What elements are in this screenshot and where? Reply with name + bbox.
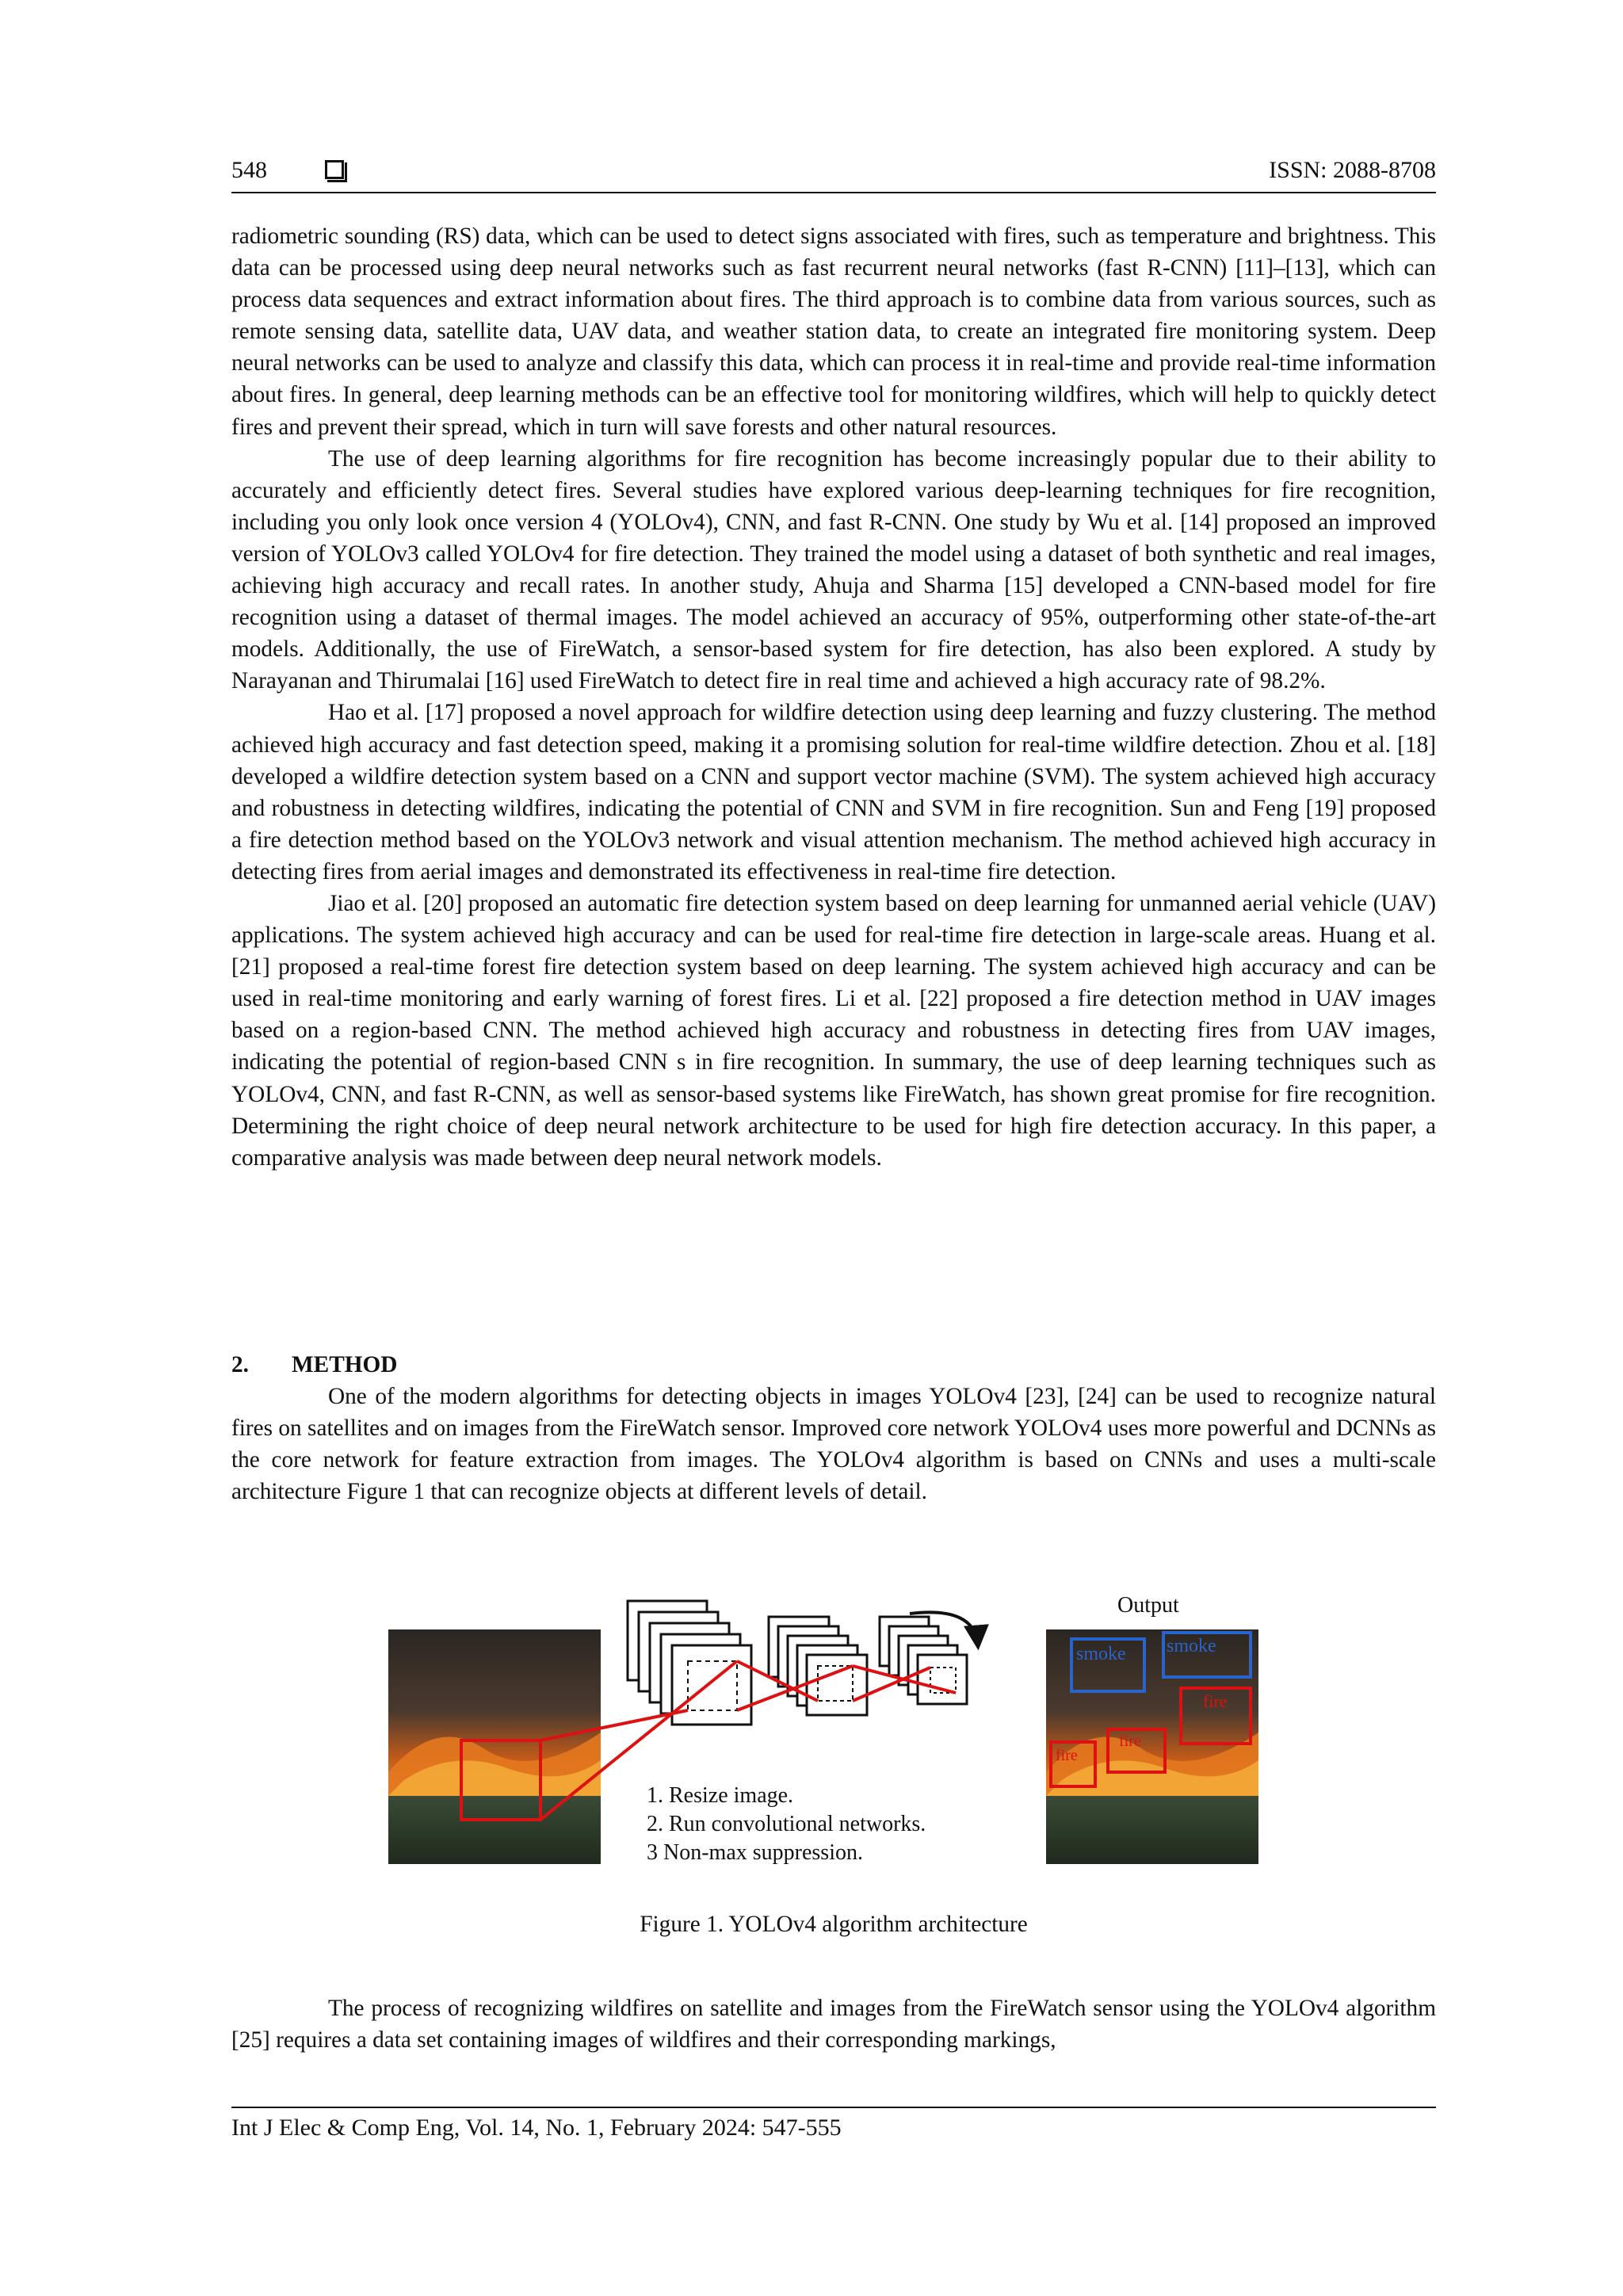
detection-label-smoke: smoke [1167,1636,1216,1656]
paragraph: Jiao et al. [20] proposed an automatic fire detection system based on deep learning for unmanned aerial vehicle (UAV) applications. The system achieved high accuracy and can be used for real-time fire detection in large-scale areas. Huang et al. [21] proposed a real-time forest fire detection system based on deep learning. The system achieved high accuracy and can be used in real-time monitoring and early warning of forest fires. Li et al. [22] proposed a fire detection method in UAV images based on a region-based CNN. The method achieved high accuracy and robustness in detecting fires from UAV images, indicating the potential of region-based CNN s in fire recognition. In summary, the use of deep learning techniques such as YOLOv4, CNN, and fast R-CNN, as well as sensor-based systems like FireWatch, has shown great promise for fire recognition. Determining the right choice of deep neural network architecture to be used for high fire detection accuracy. In this paper, a comparative analysis was made between deep neural network models. [231,890,1436,1171]
pipeline-step: 1. Resize image. [647,1783,794,1808]
issn: ISSN: 2088-8708 [1269,157,1436,183]
detection-label-smoke: smoke [1076,1644,1126,1664]
header-rule [231,192,1436,193]
body-text-method [231,1381,1436,1507]
journal-square-icon [325,160,344,179]
paragraph: Hao et al. [17] proposed a novel approach for wildfire detection using deep learning and fuzzy clustering. The method achieved high accuracy and fast detection speed, making it a promising solution for real-time wildfire detection. Zhou et al. [18] developed a wildfire detection system based on a CNN and support vector machine (SVM). The system achieved high accuracy and robustness in detecting wildfires, indicating the potential of CNN and SVM in fire recognition. Sun and Feng [19] proposed a fire detection method based on the YOLOv3 network and visual attention mechanism. The method achieved high accuracy in detecting fires from aerial images and demonstrated its effectiveness in real-time fire detection. [231,700,1436,884]
detection-label-fire: fire [1119,1733,1141,1750]
detection-label-fire: fire [1203,1691,1228,1711]
section-title: METHOD [292,1352,398,1377]
section-number: 2. [231,1352,249,1377]
input-fire-image [388,1629,601,1864]
page-footer: Int J Elec & Comp Eng, Vol. 14, No. 1, February 2024: 547-555 [231,2115,842,2141]
body-text-top [231,220,1436,1174]
paragraph: The use of deep learning algorithms for fire recognition has become increasingly popular due to their ability to accurately and efficiently detect fires. Several studies have explored various deep-learning techniques for fire recognition, including you only look once version 4 (YOLOv4), CNN, and fast R-CNN. One study by Wu et al. [14] proposed an improved version of YOLOv3 called YOLOv4 for fire detection. They trained the model using a dataset of both synthetic and real images, achieving high accuracy and recall rates. In another study, Ahuja and Sharma [15] developed a CNN-based model for fire recognition using a dataset of thermal images. The model achieved an accuracy of 95%, outperforming other state-of-the-art models. Additionally, the use of FireWatch, a sensor-based system for fire detection, has also been explored. A study by Narayanan and Thirumalai [16] used FireWatch to detect fire in real time and achieved a high accuracy rate of 98.2%. [231,445,1436,694]
figure-caption: Figure 1. YOLOv4 algorithm architecture [640,1912,1028,1937]
paragraph: One of the modern algorithms for detecting objects in images YOLOv4 [23], [24] can be used to recognize natural fires on satellites and on images from the FireWatch sensor. Improved core network YOLOv4 uses more powerful and DCNNs as the core network for feature extraction from images. The YOLOv4 algorithm is based on CNNs and uses a multi-scale architecture Figure 1 that can recognize objects at different levels of detail. [231,1384,1436,1505]
footer-rule [231,2107,1436,2108]
figure-yolov4-architecture [388,1593,1276,1883]
pipeline-steps [647,1782,926,1867]
paragraph: The process of recognizing wildfires on satellite and images from the FireWatch sensor using the YOLOv4 algorithm [25] requires a data set containing images of wildfires and their corresponding markings, [231,1996,1436,2053]
pipeline-step: 3 Non-max suppression. [647,1840,863,1865]
body-text-bottom [231,1992,1436,2056]
section-heading [231,1349,397,1381]
pipeline-step: 2. Run convolutional networks. [647,1812,926,1836]
paragraph: radiometric sounding (RS) data, which can be used to detect signs associated with fires, such as temperature and brightness. This data can be processed using deep neural networks such as fast recurrent neural networks (fast R-CNN) [11]–[13], which can process data sequences and extract information about fires. The third approach is to combine data from various sources, such as remote sensing data, satellite data, UAV data, and weather station data, to create an integrated fire monitoring system. Deep neural networks can be used to analyze and classify this data, which can process it in real-time and provide real-time information about fires. In general, deep learning methods can be an effective tool for monitoring wildfires, which will help to quickly detect fires and prevent their spread, which in turn will save forests and other natural resources. [231,223,1436,440]
page-header [231,155,1436,192]
detection-label-fire: fire [1056,1747,1078,1764]
output-label: Output [1117,1593,1179,1618]
page-number: 548 [231,157,267,183]
